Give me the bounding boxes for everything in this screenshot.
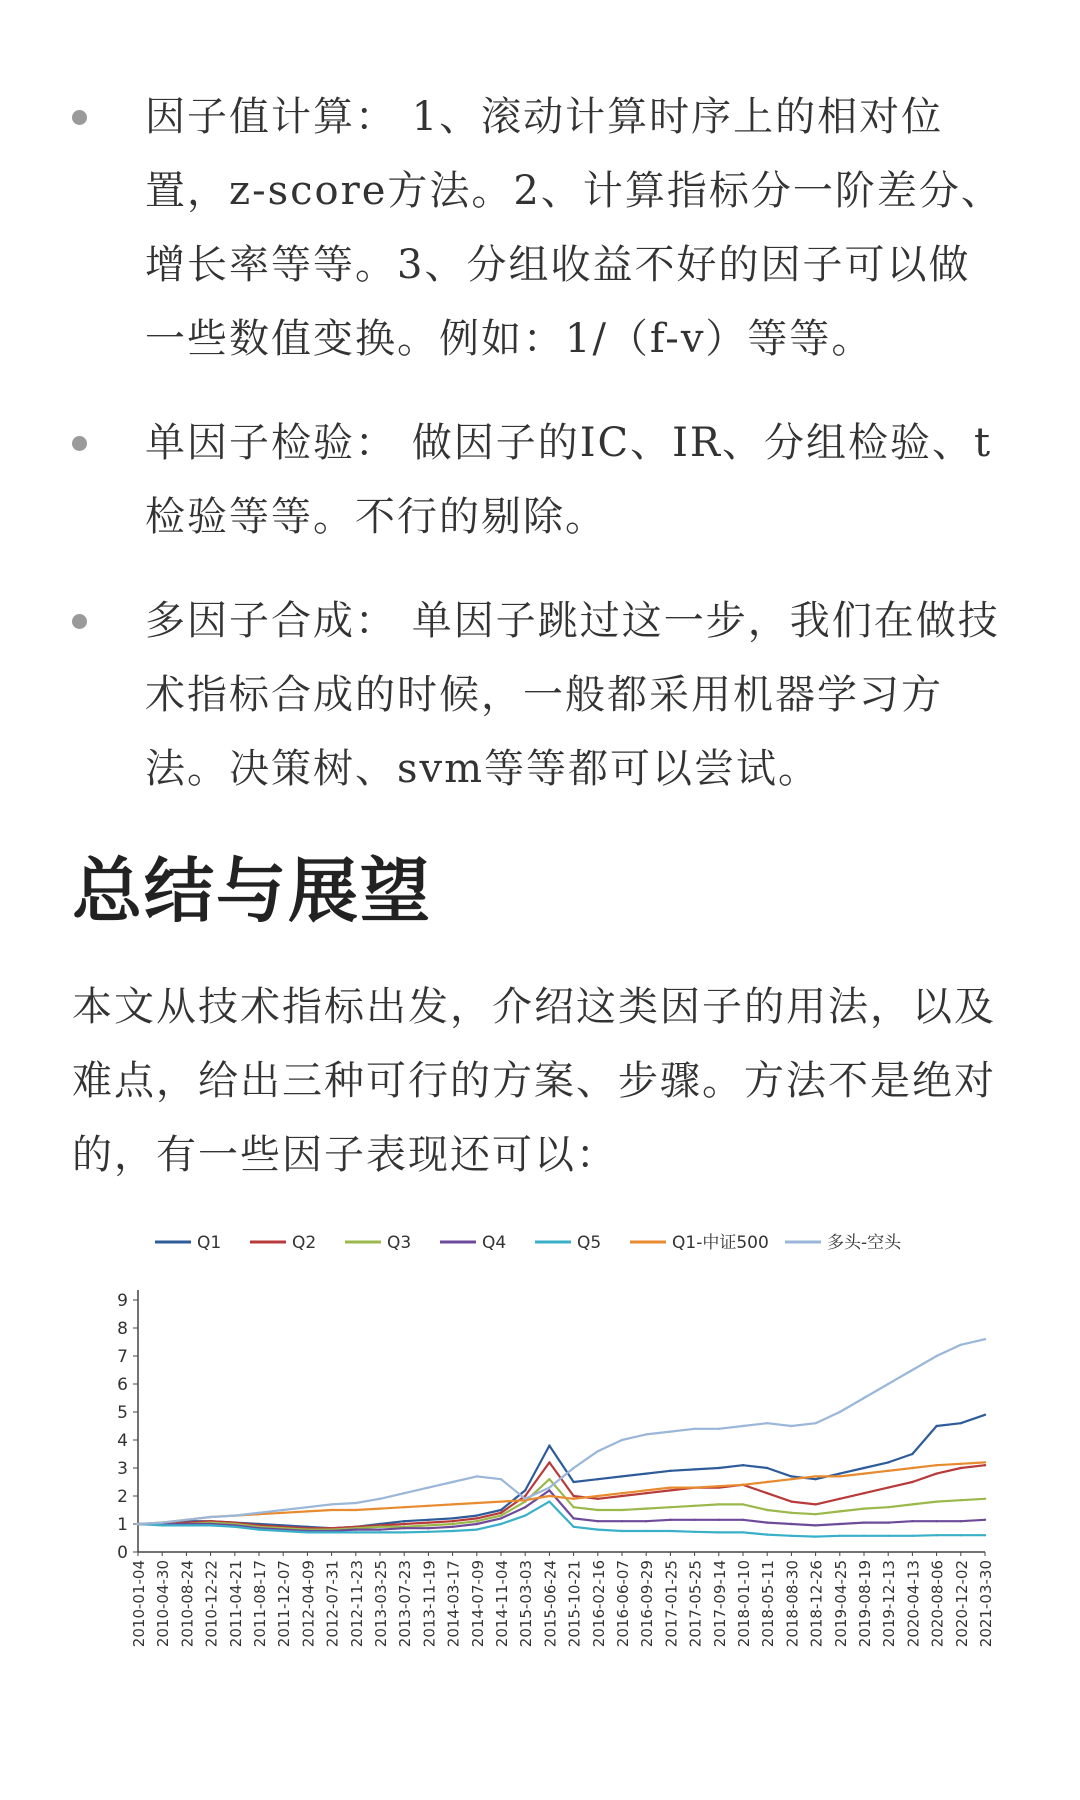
series-line	[138, 1502, 985, 1537]
data-point	[451, 1523, 453, 1525]
legend-label: 多头-空头	[827, 1233, 902, 1253]
data-point	[718, 1428, 720, 1430]
y-tick-label: 2	[117, 1487, 128, 1507]
data-point	[597, 1509, 599, 1511]
data-point	[597, 1528, 599, 1530]
data-point	[863, 1467, 865, 1469]
x-tick-label: 2018-01-10	[735, 1560, 753, 1648]
x-tick-label: 2013-07-23	[396, 1560, 415, 1648]
data-point	[814, 1422, 816, 1424]
data-point	[161, 1524, 163, 1526]
data-point	[258, 1512, 260, 1514]
data-point	[621, 1530, 623, 1532]
summary-paragraph: 本文从技术指标出发，介绍这类因子的用法，以及难点，给出三种可行的方案、步骤。方法不是绝对的，有一些因子表现还可以：	[72, 984, 996, 1178]
data-point	[476, 1514, 478, 1516]
data-point	[355, 1509, 357, 1511]
data-point	[572, 1495, 574, 1497]
data-point	[548, 1461, 550, 1463]
data-point	[355, 1502, 357, 1504]
data-point	[234, 1514, 236, 1516]
x-tick-label: 2011-08-17	[251, 1560, 269, 1648]
y-tick-label: 0	[117, 1543, 128, 1563]
data-point	[597, 1450, 599, 1452]
x-tick-label: 2010-01-04	[130, 1560, 148, 1648]
x-tick-label: 2011-04-21	[226, 1560, 245, 1648]
data-point	[766, 1521, 768, 1523]
x-tick-label: 2014-03-17	[444, 1560, 463, 1648]
data-point	[379, 1526, 381, 1528]
legend-label: Q1-中证500	[672, 1233, 769, 1253]
data-point	[766, 1422, 768, 1424]
data-point	[814, 1524, 816, 1526]
data-point	[911, 1520, 913, 1522]
data-point	[984, 1534, 986, 1536]
data-point	[572, 1517, 574, 1519]
data-point	[839, 1498, 841, 1500]
data-point	[911, 1535, 913, 1537]
data-point	[355, 1528, 357, 1530]
x-tick-label: 2012-04-09	[299, 1560, 318, 1648]
series-line	[138, 1339, 985, 1524]
x-tick-label: 2015-10-21	[565, 1560, 584, 1648]
x-tick-label: 2014-07-09	[468, 1560, 487, 1648]
bullet-dot-icon	[72, 614, 87, 629]
data-point	[887, 1521, 889, 1523]
data-point	[839, 1411, 841, 1413]
data-point	[597, 1495, 599, 1497]
data-point	[984, 1338, 986, 1340]
list-item	[0, 584, 1080, 806]
data-point	[451, 1520, 453, 1522]
list-item	[0, 406, 1080, 554]
list-item	[0, 80, 1080, 376]
y-tick-label: 7	[117, 1347, 128, 1367]
legend-label: Q2	[292, 1233, 317, 1253]
data-point	[935, 1355, 937, 1357]
data-point	[935, 1520, 937, 1522]
data-point	[621, 1509, 623, 1511]
data-point	[742, 1464, 744, 1466]
data-point	[911, 1503, 913, 1505]
data-point	[500, 1523, 502, 1525]
data-point	[548, 1486, 550, 1488]
data-point	[451, 1526, 453, 1528]
data-point	[766, 1481, 768, 1483]
data-point	[742, 1519, 744, 1521]
data-point	[621, 1520, 623, 1522]
data-point	[597, 1520, 599, 1522]
data-point	[960, 1422, 962, 1424]
data-point	[476, 1517, 478, 1519]
data-point	[984, 1464, 986, 1466]
data-point	[839, 1535, 841, 1537]
data-point	[572, 1526, 574, 1528]
data-point	[718, 1531, 720, 1533]
x-tick-label: 2019-12-13	[880, 1560, 899, 1648]
x-tick-label: 2020-08-06	[928, 1560, 947, 1648]
data-point	[960, 1520, 962, 1522]
x-tick-label: 2010-04-30	[154, 1560, 173, 1648]
data-point	[766, 1509, 768, 1511]
x-tick-label: 2012-11-23	[347, 1560, 366, 1648]
x-tick-label: 2020-04-13	[904, 1560, 923, 1648]
data-point	[984, 1519, 986, 1521]
data-point	[355, 1531, 357, 1533]
data-point	[427, 1531, 429, 1533]
data-point	[814, 1475, 816, 1477]
data-point	[863, 1472, 865, 1474]
bullet-dot-icon	[72, 110, 87, 125]
data-point	[451, 1481, 453, 1483]
data-point	[669, 1519, 671, 1521]
data-point	[814, 1535, 816, 1537]
data-point	[887, 1383, 889, 1385]
data-point	[597, 1478, 599, 1480]
data-point	[645, 1433, 647, 1435]
x-tick-label: 2017-01-25	[662, 1560, 681, 1648]
x-tick-label: 2016-02-16	[589, 1560, 608, 1648]
data-point	[427, 1527, 429, 1529]
data-point	[863, 1397, 865, 1399]
x-tick-label: 2021-03-30	[977, 1560, 995, 1648]
data-point	[427, 1521, 429, 1523]
data-point	[621, 1439, 623, 1441]
data-point	[548, 1478, 550, 1480]
series-line	[138, 1462, 985, 1528]
data-point	[572, 1506, 574, 1508]
data-point	[500, 1512, 502, 1514]
data-point	[645, 1492, 647, 1494]
x-tick-label: 2019-04-25	[831, 1560, 850, 1648]
data-point	[863, 1521, 865, 1523]
data-point	[960, 1463, 962, 1465]
data-point	[718, 1503, 720, 1505]
data-point	[379, 1528, 381, 1530]
x-tick-label: 2016-06-07	[614, 1560, 632, 1648]
data-point	[718, 1467, 720, 1469]
data-point	[621, 1495, 623, 1497]
data-point	[669, 1489, 671, 1491]
data-point	[814, 1503, 816, 1505]
data-point	[306, 1531, 308, 1533]
data-point	[669, 1506, 671, 1508]
legend-label: Q1	[197, 1233, 222, 1253]
data-point	[209, 1516, 211, 1518]
data-point	[645, 1520, 647, 1522]
data-point	[185, 1519, 187, 1521]
data-point	[597, 1498, 599, 1500]
x-tick-label: 2016-09-29	[638, 1560, 657, 1648]
data-point	[960, 1499, 962, 1501]
data-point	[476, 1475, 478, 1477]
data-point	[766, 1492, 768, 1494]
chart-svg	[100, 1220, 1000, 1690]
data-point	[451, 1503, 453, 1505]
list-item-text: 因子值计算： 1、滚动计算时序上的相对位置，z-score方法。2、计算指标分一阶差分、增长率等等。3、分组收益不好的因子可以做一些数值变换。例如：1/（f-v）等等。	[145, 94, 1003, 362]
data-point	[645, 1507, 647, 1509]
data-point	[476, 1528, 478, 1530]
data-point	[935, 1500, 937, 1502]
legend-label: Q4	[482, 1233, 507, 1253]
data-point	[403, 1523, 405, 1525]
data-point	[403, 1492, 405, 1494]
data-point	[306, 1506, 308, 1508]
x-tick-label: 2011-12-07	[275, 1560, 294, 1648]
y-tick-label: 4	[117, 1431, 128, 1451]
x-tick-label: 2019-08-19	[856, 1560, 874, 1648]
data-point	[960, 1467, 962, 1469]
data-point	[960, 1344, 962, 1346]
data-point	[911, 1453, 913, 1455]
data-point	[137, 1523, 139, 1525]
data-point	[500, 1514, 502, 1516]
data-point	[887, 1486, 889, 1488]
data-point	[282, 1530, 284, 1532]
data-point	[209, 1524, 211, 1526]
data-point	[645, 1530, 647, 1532]
data-point	[621, 1492, 623, 1494]
data-point	[548, 1489, 550, 1491]
data-point	[839, 1475, 841, 1477]
x-tick-label: 2018-12-26	[807, 1560, 826, 1648]
data-point	[330, 1531, 332, 1533]
x-tick-label: 2018-05-11	[759, 1560, 778, 1648]
data-point	[427, 1519, 429, 1521]
data-point	[379, 1531, 381, 1533]
y-tick-label: 6	[117, 1375, 128, 1395]
data-point	[645, 1472, 647, 1474]
data-point	[742, 1484, 744, 1486]
section-heading: 总结与展望	[72, 850, 432, 932]
x-tick-label: 2017-09-14	[710, 1560, 729, 1648]
data-point	[814, 1478, 816, 1480]
x-tick-label: 2020-12-02	[952, 1560, 971, 1648]
data-point	[669, 1486, 671, 1488]
data-point	[306, 1510, 308, 1512]
data-point	[887, 1506, 889, 1508]
data-point	[911, 1467, 913, 1469]
data-point	[863, 1535, 865, 1537]
x-tick-label: 2010-08-24	[178, 1560, 197, 1648]
x-tick-label: 2015-06-24	[541, 1560, 560, 1648]
data-point	[790, 1478, 792, 1480]
data-point	[911, 1481, 913, 1483]
data-point	[500, 1517, 502, 1519]
data-point	[790, 1535, 792, 1537]
data-point	[476, 1502, 478, 1504]
data-point	[476, 1523, 478, 1525]
data-point	[814, 1513, 816, 1515]
data-point	[790, 1425, 792, 1427]
data-point	[234, 1526, 236, 1528]
data-point	[548, 1495, 550, 1497]
x-tick-label: 2018-08-30	[783, 1560, 802, 1648]
data-point	[403, 1531, 405, 1533]
y-tick-label: 9	[117, 1291, 128, 1311]
data-point	[427, 1505, 429, 1507]
data-point	[524, 1514, 526, 1516]
bullet-list	[0, 80, 1080, 806]
data-point	[766, 1533, 768, 1535]
data-point	[718, 1519, 720, 1521]
data-point	[935, 1464, 937, 1466]
data-point	[645, 1489, 647, 1491]
data-point	[839, 1472, 841, 1474]
y-tick-label: 5	[117, 1403, 128, 1423]
data-point	[766, 1467, 768, 1469]
data-point	[548, 1444, 550, 1446]
data-point	[984, 1461, 986, 1463]
x-tick-label: 2015-03-03	[517, 1560, 536, 1648]
data-point	[572, 1467, 574, 1469]
data-point	[258, 1528, 260, 1530]
y-tick-label: 1	[117, 1515, 128, 1535]
data-point	[500, 1478, 502, 1480]
data-point	[572, 1481, 574, 1483]
data-point	[621, 1475, 623, 1477]
data-point	[693, 1468, 695, 1470]
data-point	[742, 1425, 744, 1427]
data-point	[282, 1509, 284, 1511]
legend-label: Q5	[577, 1233, 602, 1253]
data-point	[524, 1506, 526, 1508]
data-point	[451, 1530, 453, 1532]
data-point	[476, 1520, 478, 1522]
x-tick-label: 2012-07-31	[323, 1560, 342, 1648]
data-point	[403, 1527, 405, 1529]
data-point	[790, 1475, 792, 1477]
data-point	[427, 1486, 429, 1488]
data-point	[911, 1369, 913, 1371]
data-point	[790, 1523, 792, 1525]
x-tick-label: 2013-03-25	[372, 1560, 390, 1648]
data-point	[718, 1485, 720, 1487]
data-point	[572, 1498, 574, 1500]
data-point	[693, 1486, 695, 1488]
y-tick-label: 8	[117, 1319, 128, 1339]
data-point	[887, 1461, 889, 1463]
data-point	[839, 1523, 841, 1525]
y-tick-label: 3	[117, 1459, 128, 1479]
data-point	[984, 1414, 986, 1416]
list-item-text: 多因子合成： 单因子跳过这一步，我们在做技术指标合成的时候，一般都采用机器学习方法。决策树、svm等等都可以尝试。	[145, 598, 1000, 792]
data-point	[742, 1503, 744, 1505]
data-point	[693, 1428, 695, 1430]
data-point	[887, 1470, 889, 1472]
data-point	[693, 1531, 695, 1533]
data-point	[935, 1534, 937, 1536]
bullet-dot-icon	[72, 436, 87, 451]
data-point	[330, 1509, 332, 1511]
data-point	[669, 1470, 671, 1472]
data-point	[500, 1500, 502, 1502]
data-point	[330, 1503, 332, 1505]
x-tick-label: 2017-05-25	[686, 1560, 705, 1648]
data-point	[863, 1507, 865, 1509]
data-point	[669, 1530, 671, 1532]
data-point	[500, 1509, 502, 1511]
line-chart	[100, 1220, 1000, 1690]
data-point	[935, 1472, 937, 1474]
data-point	[524, 1498, 526, 1500]
data-point	[693, 1519, 695, 1521]
data-point	[790, 1512, 792, 1514]
data-point	[185, 1524, 187, 1526]
data-point	[669, 1430, 671, 1432]
data-point	[379, 1507, 381, 1509]
data-point	[379, 1498, 381, 1500]
data-point	[863, 1492, 865, 1494]
data-point	[693, 1505, 695, 1507]
x-tick-label: 2013-11-19	[420, 1560, 439, 1648]
data-point	[548, 1500, 550, 1502]
data-point	[427, 1524, 429, 1526]
x-tick-label: 2014-11-04	[493, 1560, 511, 1648]
data-point	[742, 1531, 744, 1533]
legend-label: Q3	[387, 1233, 412, 1253]
data-point	[403, 1520, 405, 1522]
data-point	[451, 1517, 453, 1519]
data-point	[984, 1498, 986, 1500]
data-point	[960, 1534, 962, 1536]
data-point	[403, 1506, 405, 1508]
data-point	[887, 1535, 889, 1537]
data-point	[839, 1510, 841, 1512]
data-point	[524, 1489, 526, 1491]
data-point	[935, 1425, 937, 1427]
data-point	[790, 1500, 792, 1502]
list-item-text: 单因子检验： 做因子的IC、IR、分组检验、t检验等等。不行的剔除。	[145, 420, 993, 540]
data-point	[282, 1512, 284, 1514]
x-tick-label: 2010-12-22	[202, 1560, 221, 1648]
data-point	[161, 1521, 163, 1523]
